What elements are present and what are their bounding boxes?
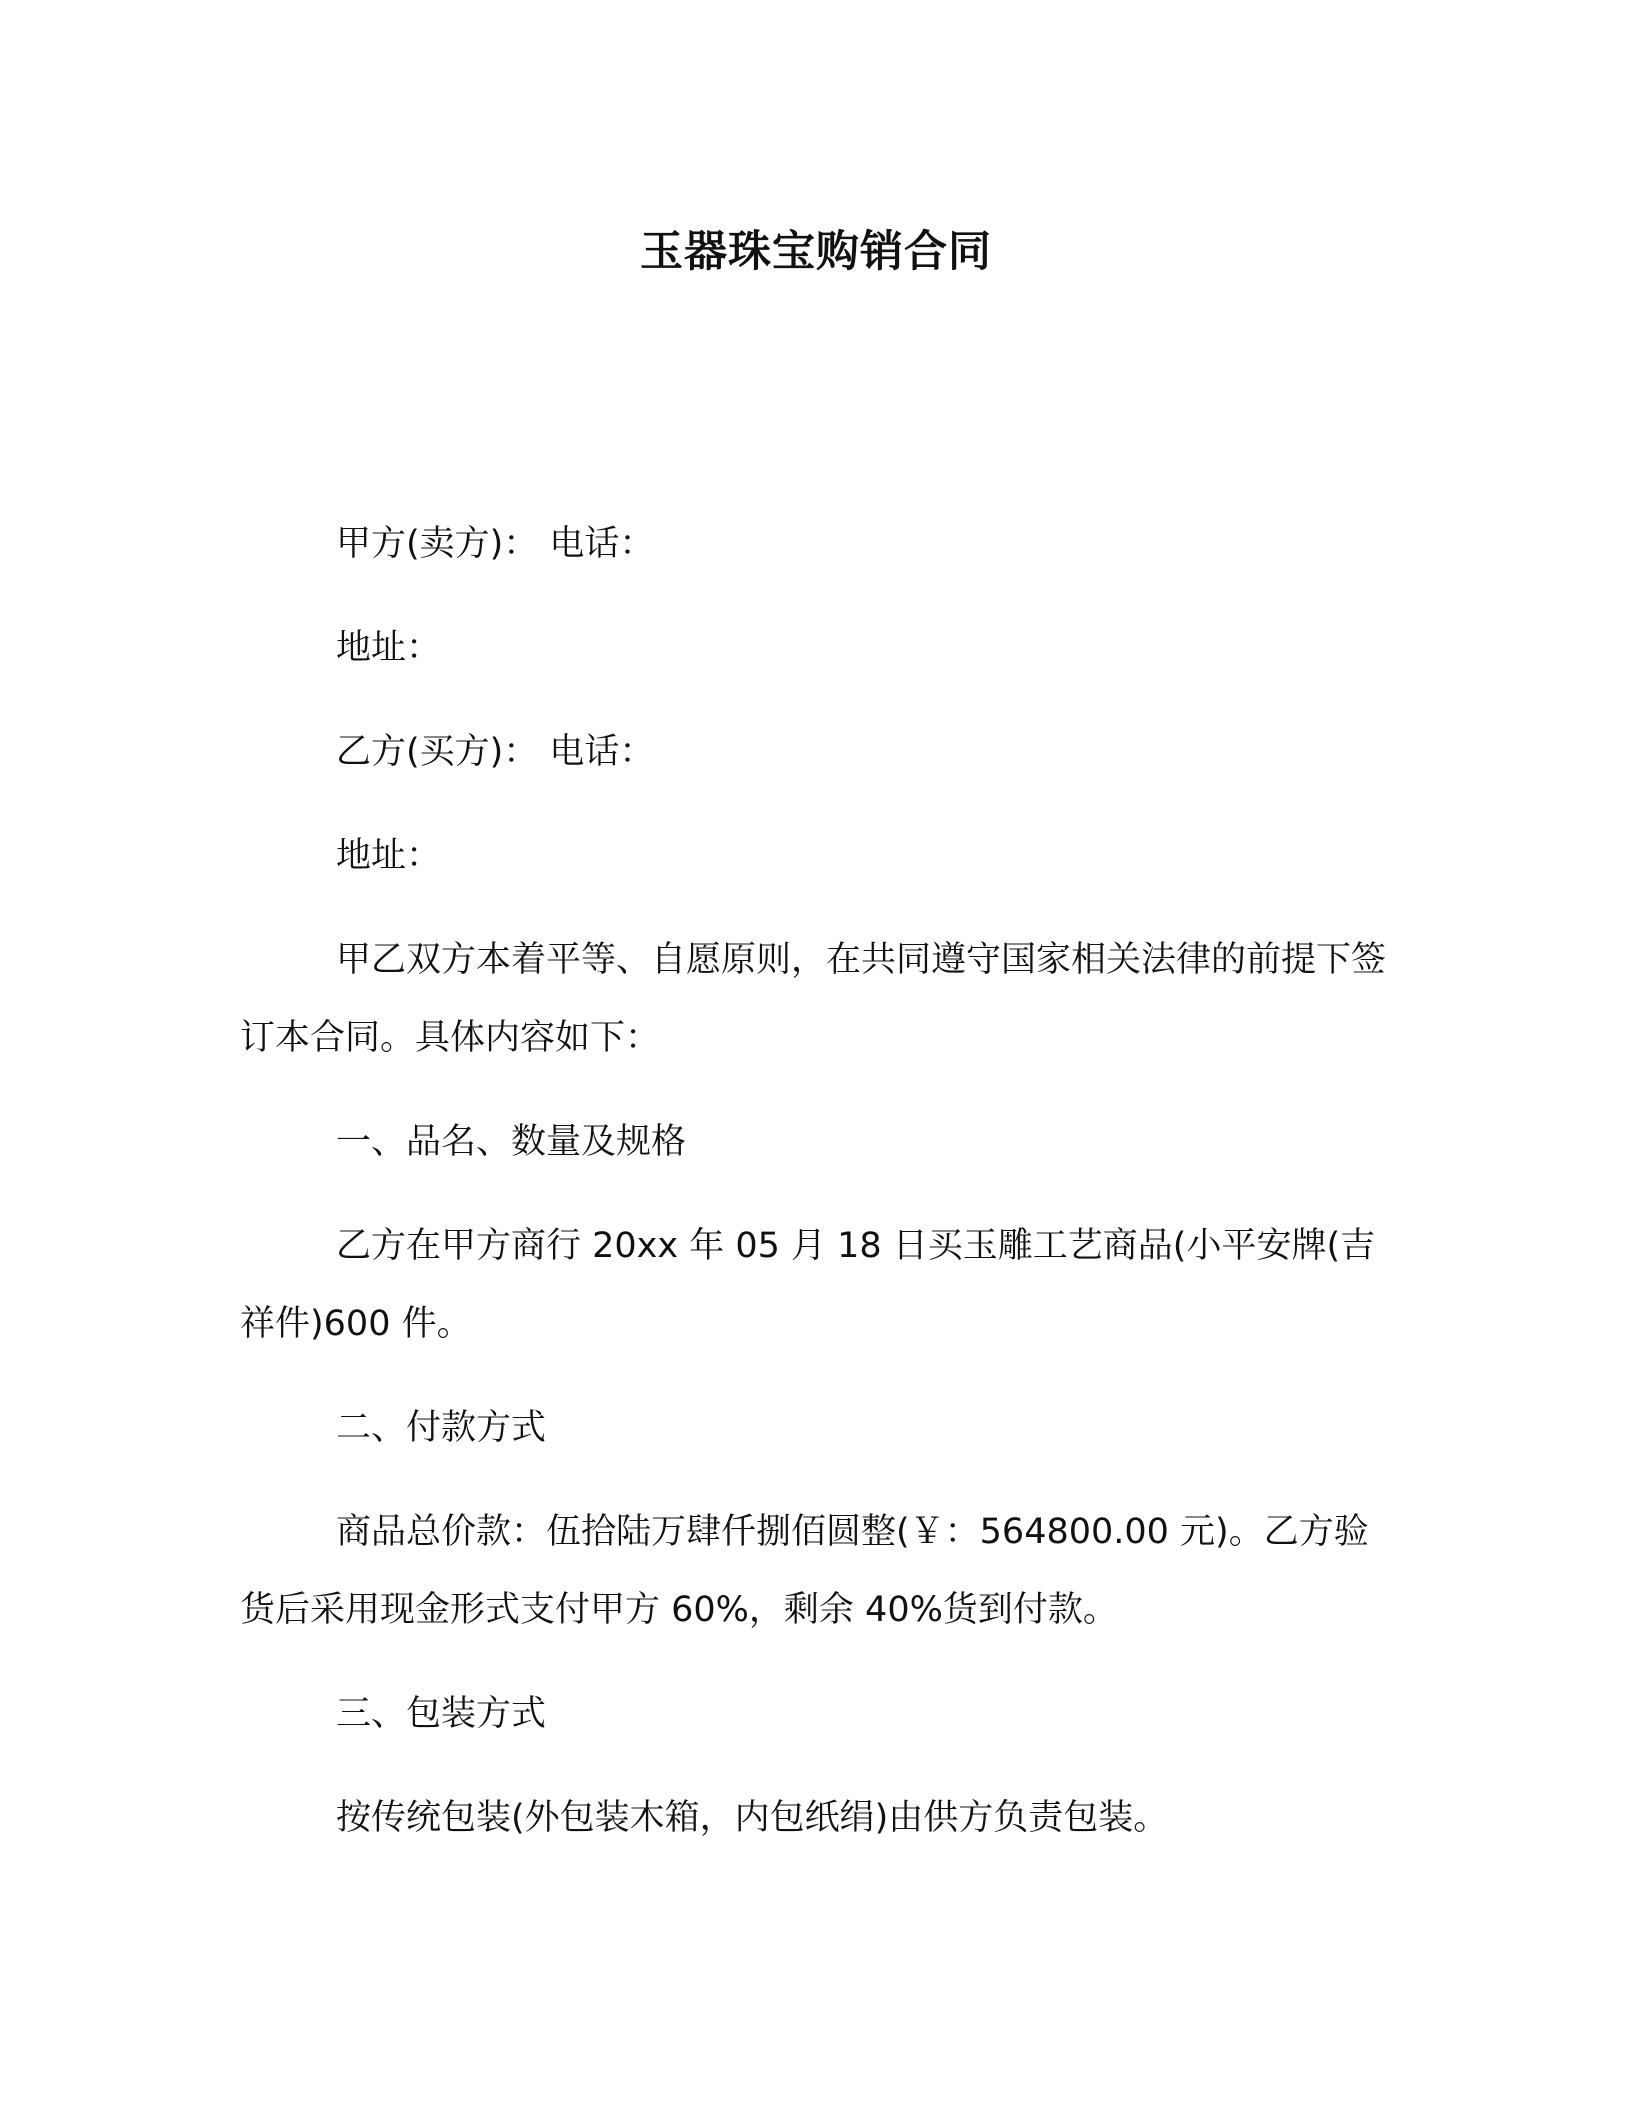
section-paragraph: 乙方在甲方商行 20xx 年 05 月 18 日买玉雕工艺商品(小平安牌(吉祥件)600 件。 [240, 1226, 1376, 1344]
section-heading: 二、付款方式 [336, 1408, 547, 1448]
section-paragraph: 商品总价款：伍拾陆万肆仟捌佰圆整(￥：564800.00 元)。乙方验货后采用现金形式支付甲方 60%，剩余 40%货到付款。 [240, 1512, 1369, 1630]
party-b-address-line: 地址： [336, 836, 442, 876]
party-a-line: 甲方(卖方)： 电话： [336, 524, 655, 564]
section-paragraph: 按传统包装(外包装木箱，内包纸绢)由供方负责包装。 [336, 1798, 1169, 1838]
preamble-paragraph: 甲乙双方本着平等、自愿原则，在共同遵守国家相关法律的前提下签订本合同。具体内容如下： [240, 940, 1387, 1058]
document-title: 玉器珠宝购销合同 [640, 227, 992, 277]
party-a-address-line: 地址： [336, 628, 442, 668]
document-body [240, 492, 1390, 1870]
section-heading: 三、包装方式 [336, 1694, 547, 1734]
section-heading: 一、品名、数量及规格 [336, 1122, 687, 1162]
party-b-line: 乙方(买方)： 电话： [336, 732, 655, 772]
